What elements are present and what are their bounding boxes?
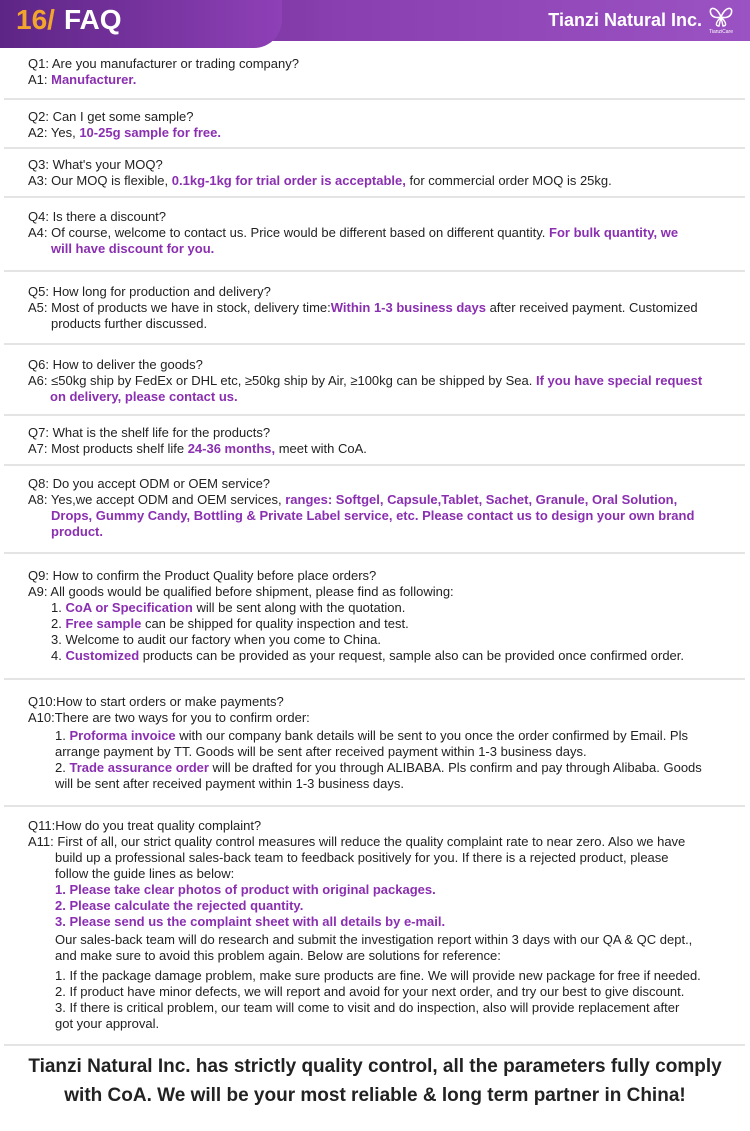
list-item-cont: will be sent after received payment within 1-3 business days. xyxy=(55,776,405,791)
question: Q6: How to deliver the goods? xyxy=(28,357,203,372)
faq-item-q10 xyxy=(4,683,745,807)
list-item: 3. Welcome to audit our factory when you come to China. xyxy=(51,632,381,647)
page-number: 16/ xyxy=(16,4,55,35)
faq-item-q11 xyxy=(4,810,745,1046)
answer: A5: Most of products we have in stock, delivery time:Within 1-3 business days after received payment. Customized xyxy=(28,300,698,315)
question: Q8: Do you accept ODM or OEM service? xyxy=(28,476,271,491)
question: Q3: What's your MOQ? xyxy=(28,157,163,172)
answer: A10:There are two ways for you to confirm order: xyxy=(28,710,310,725)
answer: A11: First of all, our strict quality control measures will reduce the quality complaint rate to near zero. Also we have xyxy=(28,834,686,849)
answer: A1: Manufacturer. xyxy=(28,72,137,87)
question: Q5: How long for production and delivery? xyxy=(28,284,271,299)
faq-item-q3 xyxy=(4,152,745,198)
answer-cont: product. xyxy=(51,524,103,539)
footer-line: with CoA. We will be your most reliable & long term partner in China! xyxy=(64,1085,686,1106)
answer: A6: ≤50kg ship by FedEx or DHL etc, ≥50kg ship by Air, ≥100kg can be shipped by Sea. If you have special request xyxy=(28,373,703,388)
answer-cont: products further discussed. xyxy=(51,316,208,331)
faq-item-q6 xyxy=(4,348,745,416)
question: Q4: Is there a discount? xyxy=(28,209,167,224)
list-item: 1. CoA or Specification will be sent along with the quotation. xyxy=(51,600,406,615)
faq-item-q8 xyxy=(4,469,745,554)
footer-statement xyxy=(0,1052,750,1110)
svg-text:TianziCare: TianziCare xyxy=(709,29,733,35)
question: Q2: Can I get some sample? xyxy=(28,109,194,124)
faq-item-q2 xyxy=(4,103,745,149)
solution-item-cont: got your approval. xyxy=(55,1016,160,1031)
answer: A4: Of course, welcome to contact us. Price would be different based on different quantity. For bulk quantity, we xyxy=(28,225,679,240)
faq-item-q1 xyxy=(4,51,745,100)
page-title: FAQ xyxy=(64,4,122,35)
answer: A7: Most products shelf life 24-36 months, meet with CoA. xyxy=(28,441,367,456)
answer: A8: Yes,we accept ODM and OEM services, ranges: Softgel, Capsule,Tablet, Sachet, Granule, Oral Solution, xyxy=(28,492,678,507)
solution-item: 3. If there is critical problem, our team will come to visit and do inspection, also will provide replacement after xyxy=(55,1000,680,1015)
question: Q9: How to confirm the Product Quality before place orders? xyxy=(28,568,377,583)
paragraph: Our sales-back team will do research and submit the investigation report within 3 days with our QA & QC dept., xyxy=(55,932,693,947)
butterfly-logo-icon xyxy=(706,3,736,35)
answer-cont: build up a professional sales-back team to feedback positively for you. If there is a rejected product, please xyxy=(55,850,669,865)
answer-cont: on delivery, please contact us. xyxy=(50,389,238,404)
list-item-cont: arrange payment by TT. Goods will be sent after received payment within 1-3 business days. xyxy=(55,744,587,759)
list-item: 2. Trade assurance order will be drafted for you through ALIBABA. Pls confirm and pay through Alibaba. Goods xyxy=(55,760,702,775)
faq-item-q7 xyxy=(4,419,745,466)
page-header xyxy=(0,0,750,48)
guide-step: 1. Please take clear photos of product with original packages. xyxy=(55,882,436,897)
paragraph: and make sure to avoid this problem again. Below are solutions for reference: xyxy=(55,948,501,963)
question: Q11:How do you treat quality complaint? xyxy=(28,818,262,833)
question: Q7: What is the shelf life for the products? xyxy=(28,425,271,440)
answer-cont: follow the guide lines as below: xyxy=(55,866,235,881)
footer-line: Tianzi Natural Inc. has strictly quality control, all the parameters fully comply xyxy=(28,1056,722,1077)
guide-step: 3. Please send us the complaint sheet with all details by e-mail. xyxy=(55,914,446,929)
list-item: 2. Free sample can be shipped for quality inspection and test. xyxy=(51,616,409,631)
faq-item-q4 xyxy=(4,201,745,272)
answer: A2: Yes, 10-25g sample for free. xyxy=(28,125,221,140)
faq-item-q9 xyxy=(4,557,745,680)
answer: A3: Our MOQ is flexible, 0.1kg-1kg for trial order is acceptable, for commercial order MOQ is 25kg. xyxy=(28,173,612,188)
list-item: 1. Proforma invoice with our company bank details will be sent to you once the order confirmed by Email. Pls xyxy=(55,728,688,743)
company-name: Tianzi Natural Inc. xyxy=(548,10,702,30)
guide-step: 2. Please calculate the rejected quantity. xyxy=(55,898,304,913)
question: Q10:How to start orders or make payments? xyxy=(28,694,284,709)
solution-item: 1. If the package damage problem, make sure products are fine. We will provide new package for free if needed. xyxy=(55,968,701,983)
answer: A9: All goods would be qualified before shipment, please find as following: xyxy=(28,584,454,599)
solution-item: 2. If product have minor defects, we will report and avoid for your next order, and try our best to give discount. xyxy=(55,984,685,999)
question: Q1: Are you manufacturer or trading company? xyxy=(28,56,299,71)
faq-item-q5 xyxy=(4,275,745,345)
answer-cont: will have discount for you. xyxy=(51,241,215,256)
answer-cont: Drops, Gummy Candy, Bottling & Private Label service, etc. Please contact us to design your own brand xyxy=(51,508,695,523)
list-item: 4. Customized products can be provided as your request, sample also can be provided once confirmed order. xyxy=(51,648,685,663)
